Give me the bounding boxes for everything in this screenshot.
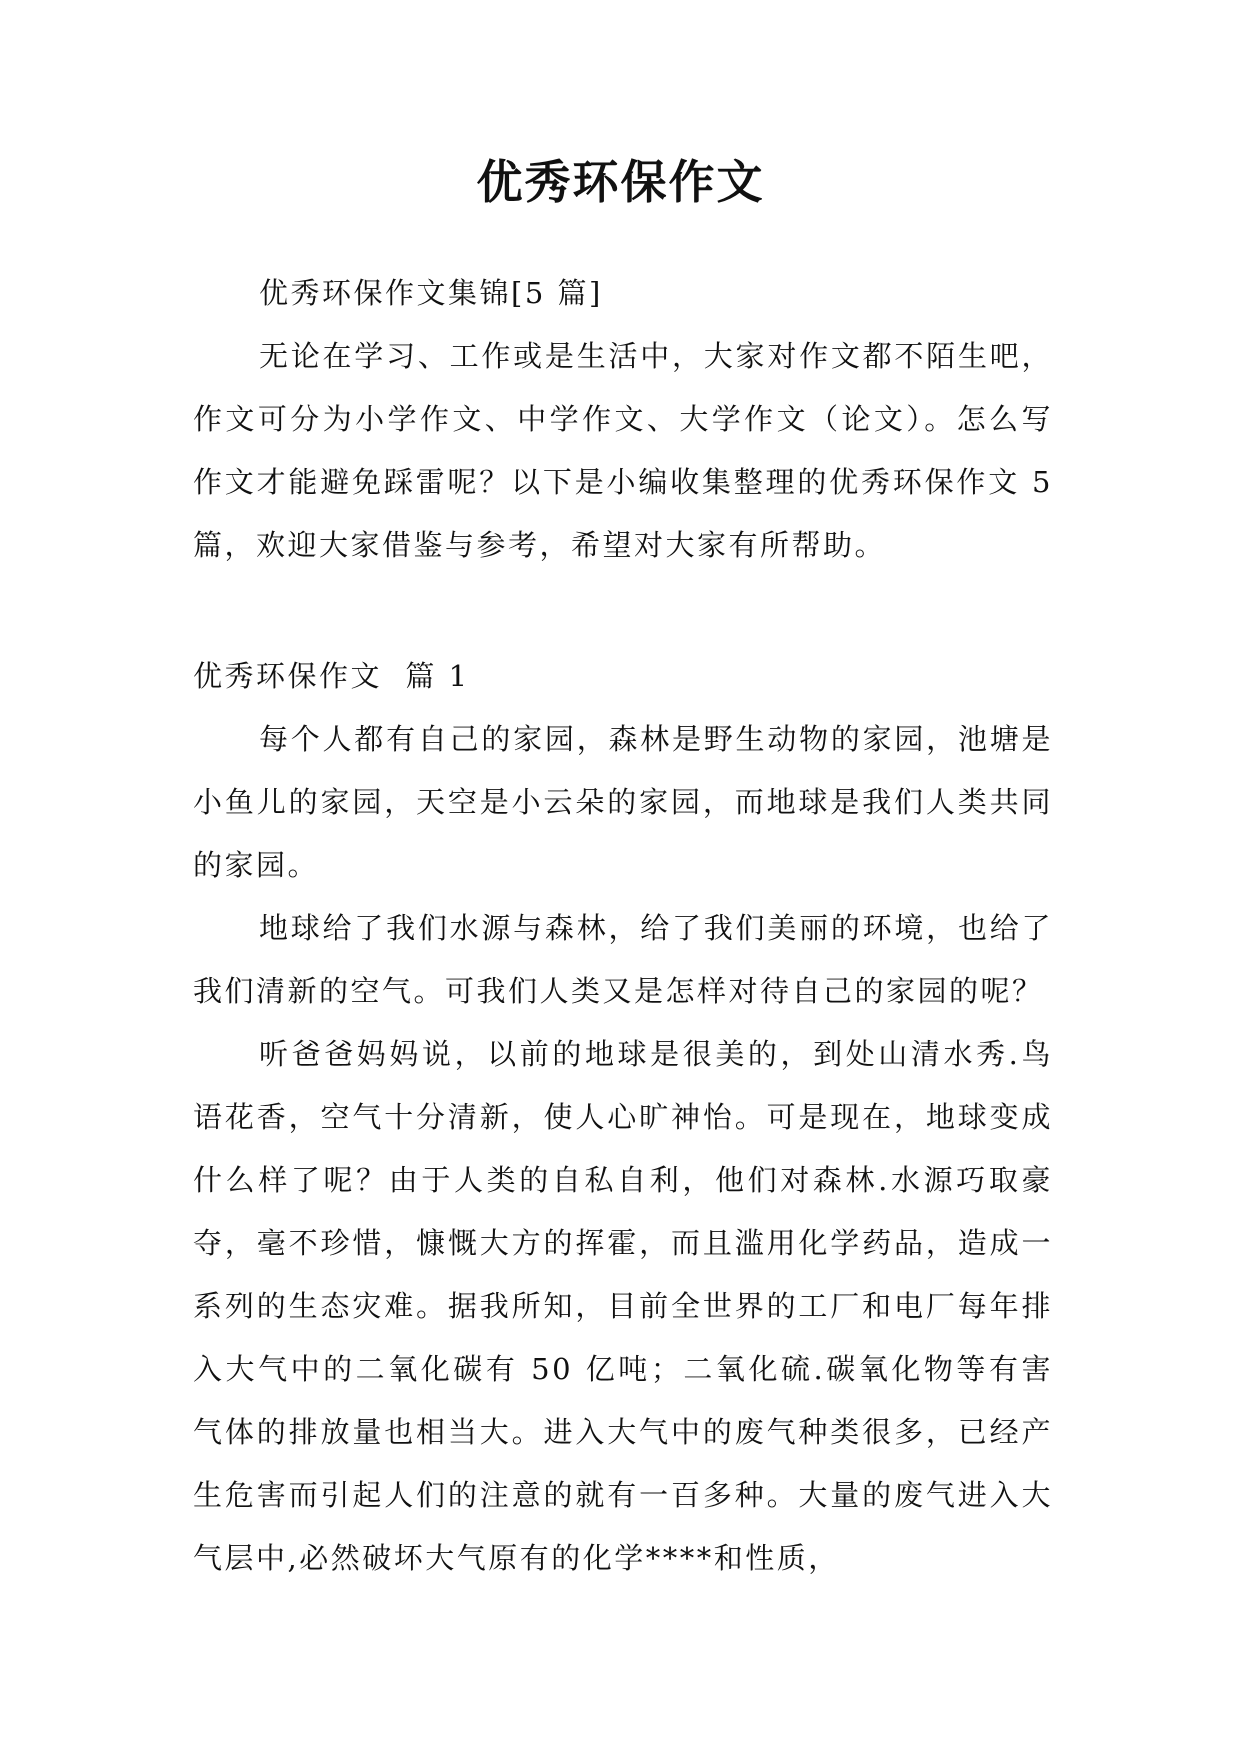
body-paragraph-1: 每个人都有自己的家园，森林是野生动物的家园，池塘是小鱼儿的家园，天空是小云朵的家园，而地球是我们人类共同的家园。 <box>193 722 1053 882</box>
intro-paragraph: 无论在学习、工作或是生活中，大家对作文都不陌生吧，作文可分为小学作文、中学作文、大学作文（论文）。怎么写作文才能避免踩雷呢？以下是小编收集整理的优秀环保作文 5 篇，欢迎大家借鉴与参考，希望对大家有所帮助。 <box>193 339 1053 562</box>
section-heading: 优秀环保作文 篇 1 <box>193 659 470 693</box>
body-paragraph-3: 听爸爸妈妈说，以前的地球是很美的，到处山清水秀.鸟语花香，空气十分清新，使人心旷神怡。可是现在，地球变成什么样了呢？由于人类的自私自利，他们对森林.水源巧取豪夺，毫不珍惜，慷慨大方的挥霍，而且滥用化学药品，造成一系列的生态灾难。据我所知，目前全世界的工厂和电厂每年排入大气中的二氧化碳有 50 亿吨；二氧化硫.碳氧化物等有害气体的排放量也相当大。进入大气中的废气种类很多，已经产生危害而引起人们的注意的就有一百多种。大量的废气进入大气层中,必然破坏大气原有的化学****和性质， <box>193 1037 1053 1575</box>
document-subtitle: 优秀环保作文集锦[5 篇] <box>259 276 603 310</box>
body-paragraph-2: 地球给了我们水源与森林，给了我们美丽的环境，也给了我们清新的空气。可我们人类又是怎样对待自己的家园的呢？ <box>193 911 1053 1008</box>
document-title: 优秀环保作文 <box>476 155 765 209</box>
document-body <box>193 262 1053 1590</box>
section-spacer <box>193 577 1053 645</box>
